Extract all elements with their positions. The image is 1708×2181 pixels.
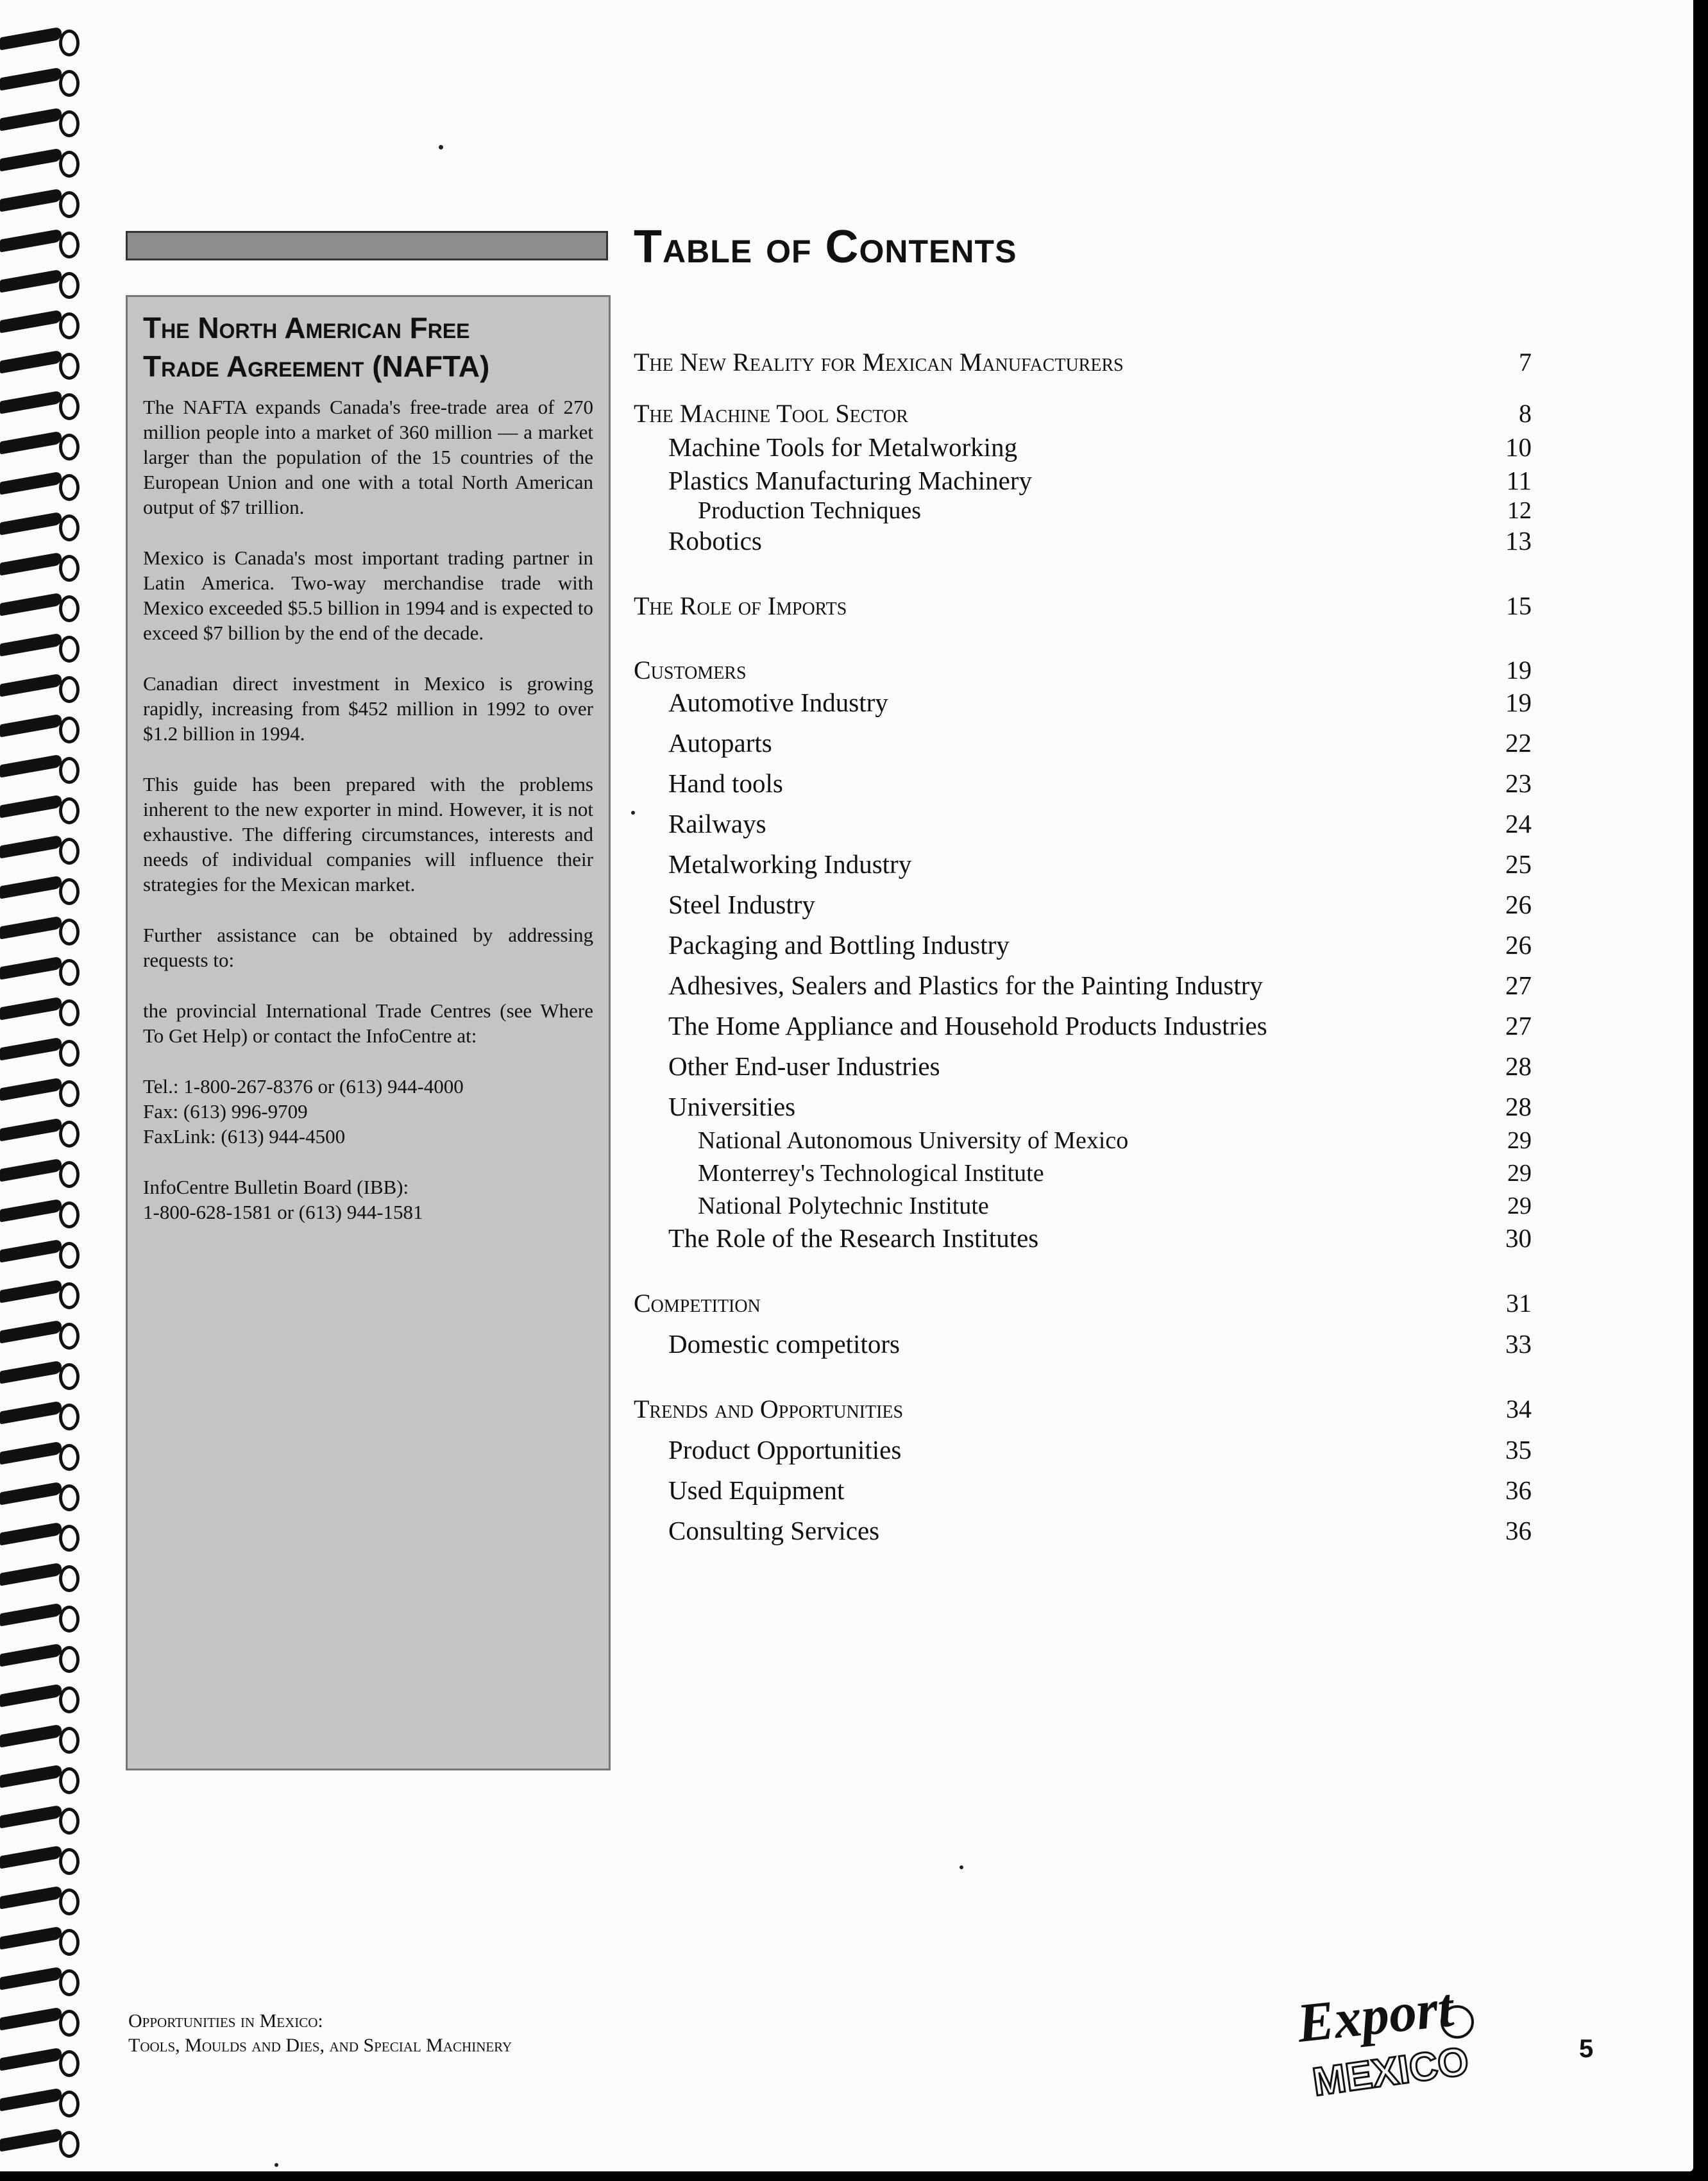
toc-entry-page: 36 <box>1505 1516 1532 1545</box>
toc-entry-label: The New Reality for Mexican Manufacturers <box>634 348 1124 377</box>
toc-entry-page: 11 <box>1506 466 1532 495</box>
scan-speck <box>631 811 635 815</box>
toc-entry-label: The Role of the Research Institutes <box>668 1223 1039 1253</box>
sidebar-paragraph-contact: the provincial International Trade Centres (see Where To Get Help) or contact the InfoCentre at: <box>143 999 593 1047</box>
toc-entry <box>634 1010 1532 1046</box>
toc-entry-page: 27 <box>1505 1011 1532 1040</box>
toc-entry-page: 24 <box>1505 809 1532 838</box>
scan-speck <box>960 1865 963 1869</box>
spiral-coil <box>0 1481 76 1509</box>
spiral-binding <box>0 26 80 2162</box>
toc-entry-page: 19 <box>1505 688 1532 717</box>
toc-entry <box>634 686 1532 722</box>
sidebar-title-line1: The North American Free <box>143 311 470 344</box>
toc-entry <box>634 1434 1532 1470</box>
spiral-coil <box>0 713 76 741</box>
toc-entry-page: 35 <box>1505 1435 1532 1464</box>
toc-entry-page: 29 <box>1507 1192 1532 1219</box>
footer-guide-title: Tools, Moulds and Dies, and Special Machinery <box>128 2035 512 2056</box>
toc-entry-page: 28 <box>1505 1092 1532 1121</box>
toc-entry-page: 29 <box>1507 1160 1532 1187</box>
toc-entry <box>634 1191 1532 1226</box>
sidebar-title <box>143 309 593 386</box>
toc-entry <box>634 929 1532 965</box>
sidebar-paragraph-assistance: Further assistance can be obtained by addressing requests to: <box>143 924 593 971</box>
toc-entry-label: Machine Tools for Metalworking <box>668 432 1018 462</box>
spiral-coil <box>0 1157 76 1185</box>
toc-entry-page: 26 <box>1505 890 1532 919</box>
spiral-coil <box>0 1117 76 1145</box>
spiral-coil <box>0 1400 76 1428</box>
spiral-coil <box>0 2006 76 2034</box>
spiral-coil <box>0 187 76 216</box>
spiral-coil <box>0 1602 76 1630</box>
toc-entry <box>634 590 1532 626</box>
toc-entry-page: 36 <box>1505 1475 1532 1505</box>
toc-entry-label: Metalworking Industry <box>668 849 912 879</box>
toc-entry <box>634 848 1532 884</box>
toc-entry-label: Packaging and Bottling Industry <box>668 930 1010 960</box>
toc-entry-label: Used Equipment <box>668 1475 845 1505</box>
toc-entry-page: 10 <box>1505 432 1532 462</box>
spiral-coil <box>0 1036 76 1064</box>
toc-entry-label: Railways <box>668 809 766 838</box>
sidebar-tel: Tel.: 1-800-267-8376 or (613) 944-4000 <box>143 1075 464 1098</box>
export-mexico-logo-graphic <box>1289 1976 1501 2104</box>
spiral-coil <box>0 1198 76 1226</box>
toc-entry-page: 34 <box>1506 1395 1532 1423</box>
toc-entry-label: Trends and Opportunities <box>634 1395 904 1423</box>
spiral-coil <box>0 1440 76 1468</box>
footer <box>128 2009 512 2058</box>
toc-entry <box>634 1090 1532 1126</box>
spiral-coil <box>0 2127 76 2155</box>
toc-entry-page: 31 <box>1506 1289 1532 1318</box>
toc-entry-label: The Machine Tool Sector <box>634 399 908 428</box>
sidebar-paragraph-investment: Canadian direct investment in Mexico is growing rapidly, increasing from $452 million in 1992 to over $1.2 billion in 1994. <box>143 672 593 745</box>
toc-entry <box>634 1328 1532 1364</box>
toc-entry-label: The Role of Imports <box>634 591 847 620</box>
page-title: Table of Contents <box>634 221 1017 273</box>
spiral-coil <box>0 1521 76 1549</box>
toc-entry-page: 30 <box>1505 1223 1532 1253</box>
toc-entry <box>634 1125 1532 1161</box>
spiral-coil <box>0 915 76 943</box>
spiral-coil <box>0 349 76 377</box>
toc-entry <box>634 431 1532 467</box>
spiral-coil <box>0 511 76 539</box>
spiral-coil <box>0 672 76 700</box>
spiral-coil <box>0 1561 76 1590</box>
sidebar-paragraph-trade: Mexico is Canada's most important trading partner in Latin America. Two-way merchandise trade with Mexico exceeded $5.5 billion in 1994 and is expected to exceed $7 billion by the end of the decade. <box>143 547 593 644</box>
spiral-coil <box>0 66 76 94</box>
spiral-coil <box>0 753 76 781</box>
toc-entry-page: 25 <box>1505 849 1532 879</box>
toc-entry-label: Adhesives, Sealers and Plastics for the Painting Industry <box>668 971 1263 1000</box>
spiral-coil <box>0 1076 76 1105</box>
footer-series-title: Opportunities in Mexico: <box>128 2010 323 2032</box>
toc-entry-page: 28 <box>1505 1051 1532 1081</box>
toc-entry-label: Robotics <box>668 526 762 556</box>
spiral-coil <box>0 1885 76 1913</box>
toc-entry <box>634 1050 1532 1086</box>
spiral-coil <box>0 1965 76 1994</box>
spiral-coil <box>0 106 76 135</box>
spiral-coil <box>0 1723 76 1751</box>
toc-entry-label: Product Opportunities <box>668 1435 902 1464</box>
spiral-coil <box>0 1642 76 1670</box>
toc-entry-page: 7 <box>1519 348 1532 377</box>
toc-entry-label: Competition <box>634 1289 761 1318</box>
spiral-coil <box>0 1804 76 1832</box>
toc-entry-label: Customers <box>634 656 747 684</box>
toc-entry <box>634 767 1532 803</box>
scan-speck <box>275 2163 278 2167</box>
toc-entry-label: National Polytechnic Institute <box>698 1192 989 1219</box>
spiral-coil <box>0 470 76 498</box>
page-number: 5 <box>1579 2035 1594 2063</box>
toc-entry <box>634 1287 1532 1323</box>
toc-entry-page: 12 <box>1507 497 1532 524</box>
spiral-coil <box>0 1238 76 1266</box>
spiral-coil <box>0 1763 76 1792</box>
toc-entry-label: Hand tools <box>668 768 783 798</box>
toc-entry <box>634 1515 1532 1550</box>
toc-entry <box>634 1474 1532 1510</box>
toc-entry <box>634 346 1532 382</box>
toc-entry-page: 22 <box>1505 728 1532 758</box>
toc-entry-page: 23 <box>1505 768 1532 798</box>
spiral-coil <box>0 996 76 1024</box>
toc-entry-page: 8 <box>1519 399 1532 428</box>
spiral-coil <box>0 309 76 337</box>
spiral-coil <box>0 551 76 579</box>
toc-entry-label: Universities <box>668 1092 796 1121</box>
toc-entry-label: Plastics Manufacturing Machinery <box>668 466 1033 495</box>
spiral-coil <box>0 26 76 54</box>
toc-entry-label: Steel Industry <box>668 890 815 919</box>
spiral-coil <box>0 834 76 862</box>
toc-entry-label: The Home Appliance and Household Products Industries <box>668 1011 1267 1040</box>
spiral-coil <box>0 389 76 418</box>
spiral-coil <box>0 430 76 458</box>
spiral-coil <box>0 228 76 256</box>
toc-entry-page: 19 <box>1506 656 1532 684</box>
spiral-coil <box>0 874 76 903</box>
toc-entry-page: 26 <box>1505 930 1532 960</box>
toc-entry-page: 13 <box>1505 526 1532 556</box>
spiral-coil <box>0 793 76 822</box>
toc-entry <box>634 525 1532 561</box>
toc-entry-page: 33 <box>1505 1329 1532 1359</box>
toc-entry-label: Monterrey's Technological Institute <box>698 1160 1044 1187</box>
sidebar-faxlink: FaxLink: (613) 944-4500 <box>143 1125 346 1148</box>
sidebar-fax: Fax: (613) 996-9709 <box>143 1100 308 1123</box>
spiral-coil <box>0 1925 76 1953</box>
toc-entry-label: Production Techniques <box>698 497 922 524</box>
toc-entry <box>634 1158 1532 1194</box>
toc-entry <box>634 654 1532 690</box>
logo-mexico-text: MEXICO <box>1310 2039 1472 2104</box>
toc-entry <box>634 1222 1532 1258</box>
sidebar-header-bar <box>126 231 608 260</box>
logo-export-text: Export <box>1294 1976 1457 2054</box>
spiral-coil <box>0 1359 76 1388</box>
toc-entry-page: 15 <box>1506 591 1532 620</box>
toc-entry-label: Other End-user Industries <box>668 1051 940 1081</box>
toc-entry <box>634 398 1532 434</box>
spiral-coil <box>0 1319 76 1347</box>
sidebar-paragraph-guide: This guide has been prepared with the problems inherent to the new exporter in mind. However, it is not exhaustive. The differing circumstances, interests and needs of individual companies will influence their strategies for the Mexican market. <box>143 773 593 895</box>
toc-entry-label: Automotive Industry <box>668 688 888 717</box>
export-mexico-logo <box>1289 1976 1501 2104</box>
spiral-coil <box>0 1683 76 1711</box>
toc-entry-label: Domestic competitors <box>668 1329 900 1359</box>
toc-entry-label: Consulting Services <box>668 1516 880 1545</box>
spiral-coil <box>0 1278 76 1307</box>
spiral-coil <box>0 591 76 620</box>
spiral-coil <box>0 955 76 983</box>
sidebar-title-line2: Trade Agreement (NAFTA) <box>143 350 490 383</box>
toc-entry <box>634 969 1532 1005</box>
toc-entry-page: 27 <box>1505 971 1532 1000</box>
spiral-coil <box>0 632 76 660</box>
spiral-coil <box>0 268 76 296</box>
spiral-coil <box>0 1844 76 1872</box>
toc-entry-label: Autoparts <box>668 728 772 758</box>
toc-entry <box>634 1393 1532 1429</box>
nafta-sidebar <box>126 295 611 1770</box>
toc-entry <box>634 808 1532 844</box>
sidebar-paragraph-nafta: The NAFTA expands Canada's free-trade area of 270 million people into a market of 360 million — a market larger than the population of the 15 countries of the European Union and one with a total North American output of $7 trillion. <box>143 396 593 518</box>
toc-entry-page: 29 <box>1507 1127 1532 1154</box>
sidebar-ibb-label: InfoCentre Bulletin Board (IBB): <box>143 1176 409 1198</box>
spiral-coil <box>0 2046 76 2075</box>
toc-entry-label: National Autonomous University of Mexico <box>698 1127 1129 1154</box>
spiral-coil <box>0 2087 76 2115</box>
sidebar-ibb-numbers: 1-800-628-1581 or (613) 944-1581 <box>143 1201 423 1223</box>
toc-entry <box>634 727 1532 763</box>
scan-speck <box>439 145 443 149</box>
toc-entry <box>634 888 1532 924</box>
spiral-coil <box>0 147 76 175</box>
